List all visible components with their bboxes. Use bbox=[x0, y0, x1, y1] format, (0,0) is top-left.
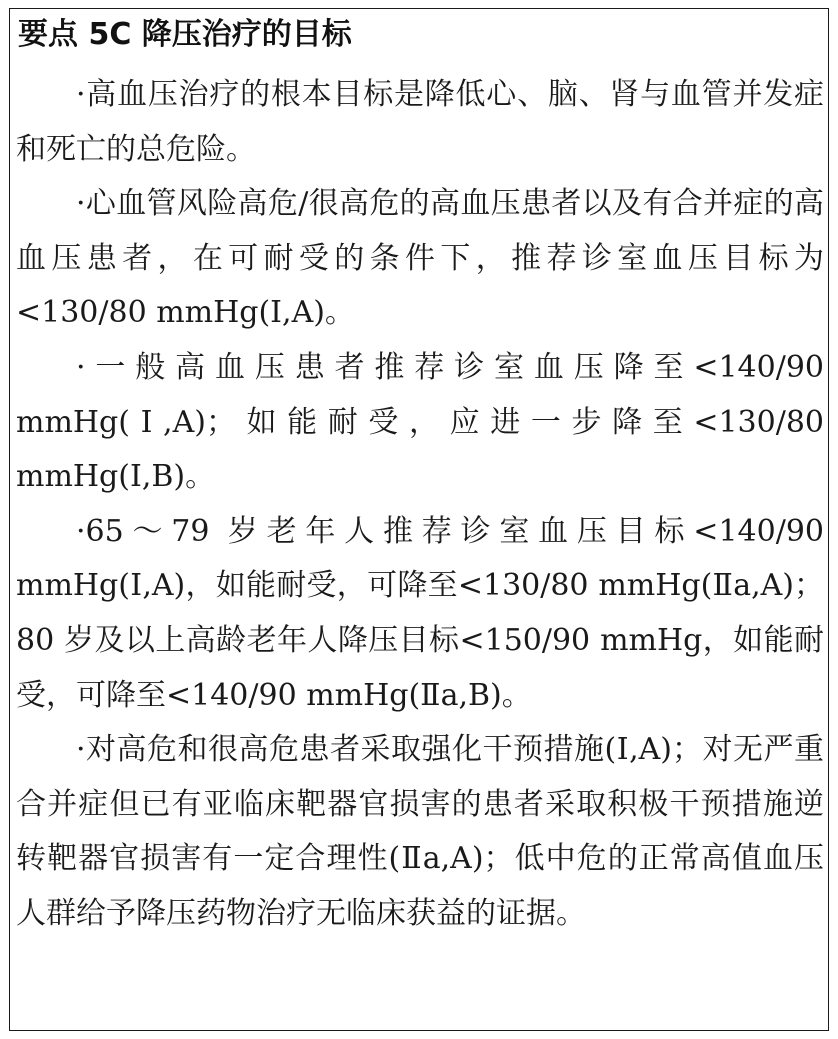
key-point-item: ·一般高血压患者推荐诊室血压降至<140/90 mmHg(Ⅰ,A)；如能耐受，应进一步降至<130/80 mmHg(Ⅰ,B)。 bbox=[16, 349, 824, 495]
box-title: 要点 5C 降压治疗的目标 bbox=[18, 17, 352, 52]
key-point-item: ·高血压治疗的根本目标是降低心、脑、肾与血管并发症和死亡的总危险。 bbox=[16, 77, 824, 167]
box-content bbox=[16, 68, 824, 942]
key-point-item: ·心血管风险高危/很高危的高血压患者以及有合并症的高血压患者，在可耐受的条件下，推荐诊室血压目标为<130/80 mmHg(Ⅰ,A)。 bbox=[16, 186, 824, 331]
key-point-item: ·对高危和很高危患者采取强化干预措施(Ⅰ,A)；对无严重合并症但已有亚临床靶器官损害的患者采取积极干预措施逆转靶器官损害有一定合理性(Ⅱa,A)；低中危的正常高值血压人群给予降压药物治疗无临床获益的证据。 bbox=[16, 732, 824, 931]
key-point-item: ·65～79 岁老年人推荐诊室血压目标<140/90 mmHg(Ⅰ,A)，如能耐受，可降至<130/80 mmHg(Ⅱa,A)；80 岁及以上高龄老年人降压目标<150/90 mmHg，如能耐受，可降至<140/90 mmHg(Ⅱa,B)。 bbox=[16, 513, 824, 713]
key-points-box bbox=[9, 8, 829, 1031]
